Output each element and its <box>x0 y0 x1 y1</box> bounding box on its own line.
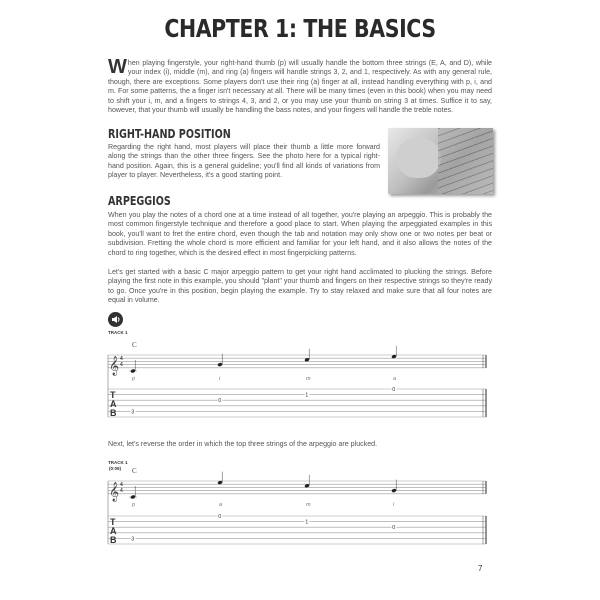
tab-fret-number: 3 <box>131 409 135 416</box>
dropcap: W <box>108 56 127 78</box>
tab-fret-number: 0 <box>392 387 396 393</box>
finger-label: m <box>306 375 311 382</box>
finger-label: m <box>306 501 311 508</box>
heading-arpeggios: ARPEGGIOS <box>108 194 171 208</box>
tab-clef-letter: B <box>110 535 117 545</box>
right-hand-paragraph: Regarding the right hand, most players will place their thumb a little more forward along the strings than the other three fingers. See the photo here for a typical right-hand position. Again, this is a general guideline; you'll find all kinds of variations from player to player. Nevertheless, it's a good starting point. <box>108 143 380 180</box>
tab-fret-number: 1 <box>305 392 309 399</box>
tab-clef-letter: T <box>110 390 116 400</box>
tab-fret-number: 0 <box>218 398 222 405</box>
finger-label: i <box>219 375 221 382</box>
track-label-1: TRACK 1 <box>108 330 128 335</box>
tab-clef-letter: T <box>110 517 116 527</box>
time-signature: 4 <box>120 362 123 368</box>
time-signature: 4 <box>120 488 123 494</box>
tab-fret-number: 3 <box>131 536 135 543</box>
arpeggios-paragraph-1: When you play the notes of a chord one at a time instead of all together, you're playing an arpeggio. This is probably the most common fingerstyle technique and therefore a good place to start. When playing the arpeggiated examples in this book, you'll want to fret the entire chord, even though the tab and notation may only show one or two notes per beat or subdivision. Fretting the whole chord is more efficient and familiar for your left hand, and it also allows the notes of the chord to ring together, which is the desired effect in most fingerpicking patterns. <box>108 211 492 257</box>
time-signature: 4 <box>120 482 123 488</box>
tab-fret-number: 1 <box>305 519 309 526</box>
arpeggios-paragraph-3: Next, let's reverse the order in which the top three strings of the arpeggio are plucked. <box>108 440 378 448</box>
finger-label: a <box>219 501 223 508</box>
treble-clef-icon: 𝄞 <box>109 481 120 502</box>
treble-clef-icon: 𝄞 <box>109 355 120 376</box>
finger-label: p <box>132 375 136 382</box>
chord-symbol: C <box>132 341 137 349</box>
finger-label: a <box>393 375 397 382</box>
track-time-2: (0:09) <box>109 466 122 471</box>
chord-symbol: C <box>132 467 137 475</box>
page-number: 7 <box>478 564 483 573</box>
finger-label: i <box>393 501 395 508</box>
tab-clef-letter: A <box>110 526 117 536</box>
time-signature: 4 <box>120 356 123 362</box>
tab-clef-letter: B <box>110 408 117 418</box>
tab-fret-number: 0 <box>218 514 222 520</box>
chapter-title: CHAPTER 1: THE BASICS <box>164 14 436 43</box>
tab-clef-letter: A <box>110 399 117 409</box>
arpeggios-paragraph-2: Let's get started with a basic C major arpeggio pattern to get your right hand acclimated to plucking the strings. Before playing the first note in this example, you should "plant" your thumb and fingers on their respective strings so they're ready to go. Once you're in this position, begin playing the example. Try to stay relaxed and make sure that all four notes are equal in volume. <box>108 268 492 305</box>
intro-paragraph: When playing fingerstyle, your right-hand thumb (p) will usually handle the bottom three strings (E, A, and D), while your index (i), middle (m), and ring (a) fingers will handle strings 3, 2, and 1, respectively. As with any general rule, though, there are exceptions. Some players don't use their ring (a) finger at all, instead handling everything with p, i, and m. For some patterns, the a finger isn't necessary at all. There will be many times (even in this book) when you may need to shift your i, m, and a fingers to strings 4, 3, and 2, or you may use your thumb on string 3 at times. Suffice it to say, however, that your thumb will usually be handling the bass notes, and your fingers will handle the treble notes. <box>108 56 492 115</box>
finger-label: p <box>132 501 136 508</box>
tab-fret-number: 0 <box>392 525 396 532</box>
heading-right-hand-position: RIGHT-HAND POSITION <box>108 127 231 141</box>
track-label-2: TRACK 1 <box>108 460 128 465</box>
